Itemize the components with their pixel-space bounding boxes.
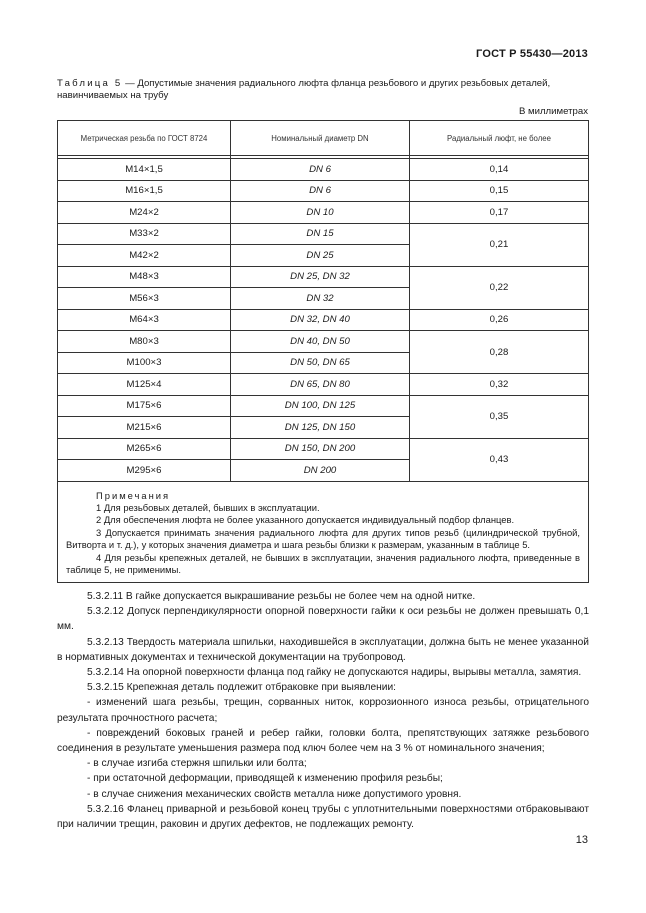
cell-dn: DN 15 [231, 223, 410, 245]
cell-thread: M64×3 [58, 309, 231, 331]
table-row [58, 180, 589, 202]
table-row [58, 438, 589, 460]
cell-play: 0,21 [410, 223, 589, 266]
radial-play-table [57, 120, 589, 583]
cell-play: 0,14 [410, 159, 589, 181]
table-caption [57, 78, 592, 102]
body-paragraph: - повреждений боковых граней и ребер гайки, головки болта, препятствующих затяжке резьбового соединения в результате уменьшения размера под ключ более чем на 3 % от номинального значения; [57, 727, 589, 755]
header-play: Радиальный люфт, не более [410, 121, 589, 156]
cell-dn: DN 6 [231, 180, 410, 202]
cell-dn: DN 50, DN 65 [231, 352, 410, 374]
cell-dn: DN 150, DN 200 [231, 438, 410, 460]
cell-thread: M56×3 [58, 288, 231, 310]
cell-thread: M215×6 [58, 417, 231, 439]
cell-dn: DN 65, DN 80 [231, 374, 410, 396]
table-row [58, 331, 589, 353]
notes-title: Примечания [96, 489, 171, 501]
table-row [58, 374, 589, 396]
table-row [58, 223, 589, 245]
cell-dn: DN 200 [231, 460, 410, 482]
table-row [58, 309, 589, 331]
cell-dn: DN 100, DN 125 [231, 395, 410, 417]
cell-thread: M24×2 [58, 202, 231, 224]
table-row [58, 202, 589, 224]
note-item: 4 Для резьбы крепежных деталей, не бывших в эксплуатации, значения радиального люфта, приведенные в таблице 5, не применимы. [66, 551, 580, 575]
header-thread: Метрическая резьба по ГОСТ 8724 [58, 121, 231, 156]
units-label: В миллиметрах [518, 106, 588, 117]
cell-thread: M42×2 [58, 245, 231, 267]
table-row [58, 395, 589, 417]
note-item: 2 Для обеспечения люфта не более указанного допускается индивидуальный подбор фланцев. [96, 514, 515, 526]
standard-header: ГОСТ Р 55430—2013 [476, 48, 588, 60]
header-dn: Номинальный диаметр DN [231, 121, 410, 156]
cell-dn: DN 32 [231, 288, 410, 310]
cell-dn: DN 40, DN 50 [231, 331, 410, 353]
cell-play: 0,32 [410, 374, 589, 396]
cell-thread: M16×1,5 [58, 180, 231, 202]
cell-play: 0,17 [410, 202, 589, 224]
body-paragraph: - в случае изгиба стержня шпильки или болта; [87, 758, 307, 770]
cell-thread: M175×6 [58, 395, 231, 417]
cell-thread: M295×6 [58, 460, 231, 482]
cell-dn: DN 25 [231, 245, 410, 267]
body-text [57, 589, 589, 832]
body-paragraph: 5.3.2.16 Фланец приварной и резьбовой конец трубы с уплотнительными поверхностями отбраковывают при наличии трещин, раковин и других дефектов, не подлежащих ремонту. [57, 803, 589, 831]
table-header-row [58, 121, 589, 156]
cell-play: 0,15 [410, 180, 589, 202]
body-paragraph: - изменений шага резьбы, трещин, сорванных ниток, коррозионного износа резьбы, отрицательного результата прочностного расчета; [57, 697, 589, 724]
body-paragraph: - в случае снижения механических свойств металла ниже допустимого уровня. [87, 788, 462, 800]
cell-thread: M33×2 [58, 223, 231, 245]
cell-dn: DN 25, DN 32 [231, 266, 410, 288]
cell-dn: DN 6 [231, 159, 410, 181]
cell-thread: M100×3 [58, 352, 231, 374]
note-item: 3 Допускается принимать значения радиального люфта для других типов резьб (цилиндрической трубной, Витворта и т. д.), у которых значения диаметра и шага резьбы близки к размерам, указанным в таблице 5. [66, 526, 580, 551]
cell-dn: DN 125, DN 150 [231, 417, 410, 439]
table-notes [58, 481, 589, 583]
table-caption-prefix: Таблица 5 [57, 78, 123, 89]
cell-thread: M125×4 [58, 374, 231, 396]
body-paragraph: 5.3.2.15 Крепежная деталь подлежит отбраковке при выявлении: [87, 682, 396, 694]
cell-dn: DN 32, DN 40 [231, 309, 410, 331]
table-row [58, 159, 589, 181]
table-caption-text: — Допустимые значения радиального люфта фланца резьбового и других резьбовых деталей, навинчиваемых на трубу [57, 78, 551, 101]
cell-thread: M48×3 [58, 266, 231, 288]
cell-play: 0,35 [410, 395, 589, 438]
cell-thread: M265×6 [58, 438, 231, 460]
cell-play: 0,22 [410, 266, 589, 309]
cell-play: 0,26 [410, 309, 589, 331]
note-item: 1 Для резьбовых деталей, бывших в эксплуатации. [96, 501, 320, 513]
cell-thread: M80×3 [58, 331, 231, 353]
cell-play: 0,28 [410, 331, 589, 374]
body-paragraph: 5.3.2.11 В гайке допускается выкрашивание резьбы не более чем на одной нитке. [87, 591, 476, 602]
cell-dn: DN 10 [231, 202, 410, 224]
body-paragraph: 5.3.2.13 Твердость материала шпильки, находившейся в эксплуатации, должна быть не менее указанной в нормативных документах и технической документации на трубопровод. [57, 636, 589, 663]
body-paragraph: 5.3.2.12 Допуск перпендикулярности опорной поверхности гайки к оси резьбы не должен превышать 0,1 мм. [57, 606, 589, 633]
table-row [58, 266, 589, 288]
body-paragraph: - при остаточной деформации, приводящей к изменению профиля резьбы; [87, 773, 443, 785]
page-number: 13 [575, 834, 588, 846]
cell-play: 0,43 [410, 438, 589, 481]
cell-thread: M14×1,5 [58, 159, 231, 181]
table-notes-row [58, 481, 589, 583]
body-paragraph: 5.3.2.14 На опорной поверхности фланца под гайку не допускаются надиры, вырывы металла, замятия. [87, 667, 582, 679]
